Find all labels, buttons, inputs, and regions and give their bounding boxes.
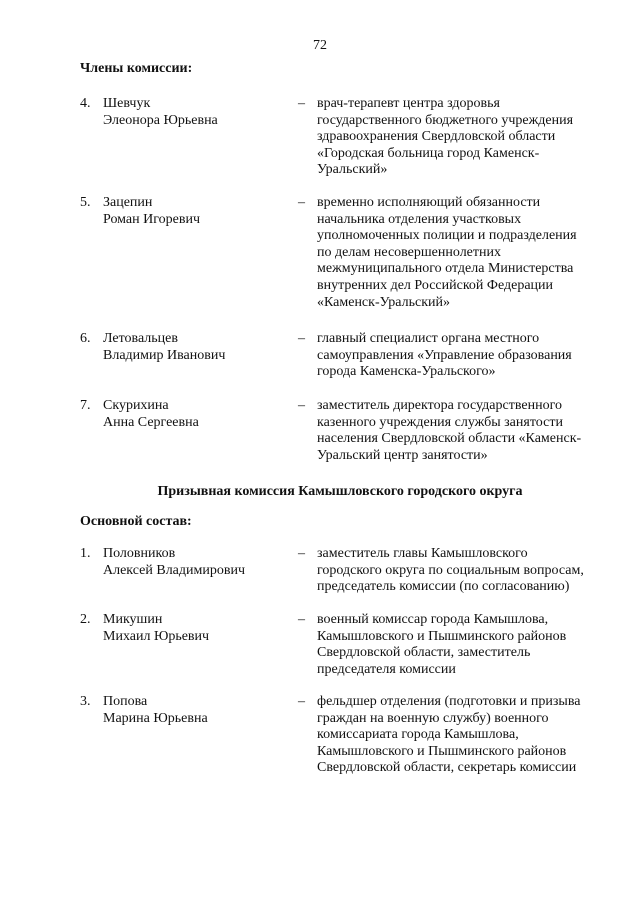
desc-line: населения Свердловской области «Каменск- <box>317 431 582 447</box>
desc-line: внутренних дел Российской Федерации <box>317 277 554 293</box>
desc-line: «Городская больница город Каменск- <box>317 145 540 161</box>
entry-number: 6. <box>80 331 91 346</box>
desc-line: уполномоченных полиции и подразделения <box>317 228 577 244</box>
position-description <box>317 96 605 179</box>
desc-line: казенного учреждения службы занятости <box>317 414 563 430</box>
desc-line: самоуправления «Управление образования <box>317 347 572 363</box>
desc-line: главный специалист органа местного <box>317 331 540 346</box>
section-title: Призывная комиссия Камышловского городского округа <box>157 484 523 499</box>
desc-line: Свердловской области, заместитель <box>317 645 531 661</box>
desc-line: фельдшер отделения (подготовки и призыва <box>317 694 581 709</box>
person-name <box>103 96 293 129</box>
desc-line: здравоохранения Свердловской области <box>317 129 556 145</box>
surname: Шевчук <box>103 96 151 111</box>
dash: – <box>298 546 305 561</box>
desc-line: начальника отделения участковых <box>317 211 522 227</box>
desc-line: по делам несовершеннолетних <box>317 244 501 260</box>
person-name <box>103 398 293 431</box>
surname: Микушин <box>103 612 163 627</box>
position-description <box>317 612 605 678</box>
desc-line: «Каменск-Уральский» <box>317 294 450 310</box>
person-name <box>103 195 293 228</box>
dash: – <box>298 694 305 709</box>
position-description <box>317 546 605 596</box>
surname: Скурихина <box>103 398 169 413</box>
desc-line: города Каменска-Уральского» <box>317 364 496 380</box>
desc-line: военный комиссар города Камышлова, <box>317 612 549 627</box>
person-name <box>103 694 293 727</box>
entry-number: 2. <box>80 612 91 627</box>
desc-line: председатель комиссии (по согласованию) <box>317 579 570 595</box>
given-names: Алексей Владимирович <box>103 562 246 578</box>
entry-number: 1. <box>80 546 91 561</box>
dash: – <box>298 195 305 210</box>
dash: – <box>298 398 305 413</box>
entry-number: 7. <box>80 398 91 413</box>
desc-line: Свердловской области, секретарь комиссии <box>317 760 577 776</box>
desc-line: граждан на военную службу) военного <box>317 710 549 726</box>
desc-line: городского округа по социальным вопросам, <box>317 562 584 578</box>
desc-line: Камышловского и Пышминского районов <box>317 628 567 644</box>
desc-line: межмуниципального отдела Министерства <box>317 261 574 277</box>
entry-number: 5. <box>80 195 91 210</box>
desc-line: государственного бюджетного учреждения <box>317 112 574 128</box>
dash: – <box>298 612 305 627</box>
position-description <box>317 694 605 777</box>
main-composition-heading: Основной состав: <box>80 514 192 529</box>
desc-line: комиссариата города Камышлова, <box>317 727 519 743</box>
given-names: Элеонора Юрьевна <box>103 112 218 128</box>
given-names: Анна Сергеевна <box>103 414 199 430</box>
surname: Попова <box>103 694 148 709</box>
surname: Половников <box>103 546 176 561</box>
person-name <box>103 612 293 645</box>
desc-line: врач-терапевт центра здоровья <box>317 96 500 111</box>
surname: Летовальцев <box>103 331 178 346</box>
position-description <box>317 195 605 311</box>
desc-line: Уральский» <box>317 162 388 178</box>
dash: – <box>298 331 305 346</box>
given-names: Владимир Иванович <box>103 347 226 363</box>
dash: – <box>298 96 305 111</box>
entry-number: 3. <box>80 694 91 709</box>
given-names: Роман Игоревич <box>103 211 201 227</box>
desc-line: Камышловского и Пышминского районов <box>317 743 567 759</box>
given-names: Михаил Юрьевич <box>103 628 210 644</box>
position-description <box>317 331 605 381</box>
person-name <box>103 546 293 579</box>
members-heading: Члены комиссии: <box>80 61 193 76</box>
person-name <box>103 331 293 364</box>
given-names: Марина Юрьевна <box>103 710 208 726</box>
entry-number: 4. <box>80 96 91 111</box>
desc-line: Уральский центр занятости» <box>317 447 488 463</box>
position-description <box>317 398 605 464</box>
desc-line: заместитель директора государственного <box>317 398 562 413</box>
desc-line: временно исполняющий обязанности <box>317 195 541 210</box>
desc-line: заместитель главы Камышловского <box>317 546 528 561</box>
page-number: 72 <box>313 38 327 53</box>
desc-line: председателя комиссии <box>317 661 456 677</box>
surname: Зацепин <box>103 195 153 210</box>
